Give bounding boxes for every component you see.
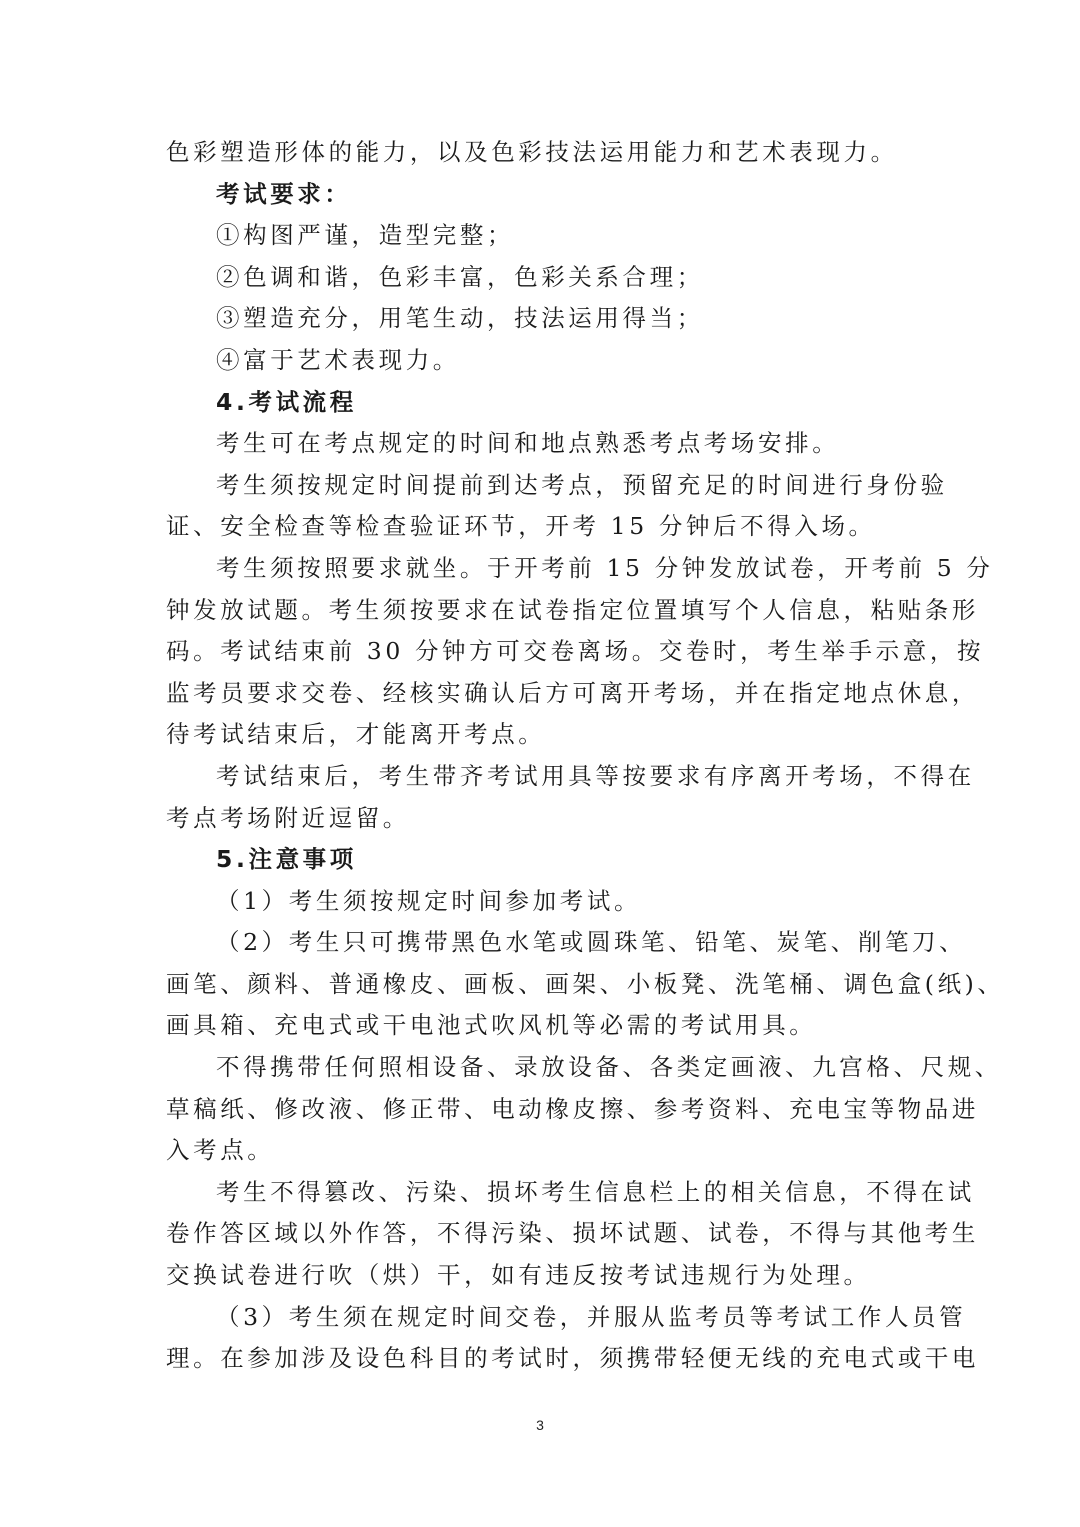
section-heading-exam-requirements: 考试要求：: [216, 179, 352, 208]
text-line: 考点考场附近逗留。: [166, 803, 410, 832]
list-item: ④富于艺术表现力。: [216, 345, 460, 374]
text-line: 考生须按照要求就坐。于开考前 15 分钟发放试卷，开考前 5 分: [216, 553, 994, 582]
text-line: 考生不得篡改、污染、损坏考生信息栏上的相关信息，不得在试: [216, 1177, 975, 1206]
text-line: （3）考生须在规定时间交卷，并服从监考员等考试工作人员管: [216, 1302, 967, 1331]
text-line: （1）考生须按规定时间参加考试。: [216, 886, 642, 915]
text-line: 卷作答区域以外作答，不得污染、损坏试题、试卷，不得与其他考生: [166, 1219, 979, 1248]
text-line: 不得携带任何照相设备、录放设备、各类定画液、九宫格、尺规、: [216, 1053, 1002, 1082]
text-line: 码。考试结束前 30 分钟方可交卷离场。交卷时，考生举手示意，按: [166, 637, 985, 666]
text-line: 考试结束后，考生带齐考试用具等按要求有序离开考场，不得在: [216, 761, 975, 790]
text-line: 证、安全检查等检查验证环节，开考 15 分钟后不得入场。: [166, 512, 876, 541]
section-heading-notes: 5.注意事项: [216, 845, 357, 874]
text-line: 监考员要求交卷、经核实确认后方可离开考场，并在指定地点休息，: [166, 678, 979, 707]
section-heading-exam-process: 4.考试流程: [216, 387, 357, 416]
list-item: ③塑造充分，用笔生动，技法运用得当；: [216, 304, 704, 333]
list-item: ②色调和谐，色彩丰富，色彩关系合理；: [216, 262, 704, 291]
text-line: （2）考生只可携带黑色水笔或圆珠笔、铅笔、炭笔、削笔刀、: [216, 928, 967, 957]
list-item: ①构图严谨，造型完整；: [216, 221, 515, 250]
text-line: 色彩塑造形体的能力，以及色彩技法运用能力和艺术表现力。: [166, 138, 898, 166]
text-line: 画笔、颜料、普通橡皮、画板、画架、小板凳、洗笔桶、调色盒(纸)、: [166, 969, 1005, 998]
text-line: 交换试卷进行吹（烘）干，如有违反按考试违规行为处理。: [166, 1261, 871, 1290]
text-line: 待考试结束后，才能离开考点。: [166, 720, 546, 749]
text-line: 草稿纸、修改液、修正带、电动橡皮擦、参考资料、充电宝等物品进: [166, 1094, 979, 1123]
text-line: 入考点。: [166, 1136, 275, 1165]
text-line: 理。在参加涉及设色科目的考试时，须携带轻便无线的充电式或干电: [166, 1344, 979, 1373]
text-line: 考生可在考点规定的时间和地点熟悉考点考场安排。: [216, 429, 840, 458]
document-body: [166, 132, 1005, 1380]
page-number: 3: [536, 1417, 544, 1433]
text-line: 考生须按规定时间提前到达考点，预留充足的时间进行身份验: [216, 470, 948, 499]
text-line: 画具箱、充电式或干电池式吹风机等必需的考试用具。: [166, 1011, 817, 1040]
text-line: 钟发放试题。考生须按要求在试卷指定位置填写个人信息，粘贴条形: [166, 595, 979, 624]
